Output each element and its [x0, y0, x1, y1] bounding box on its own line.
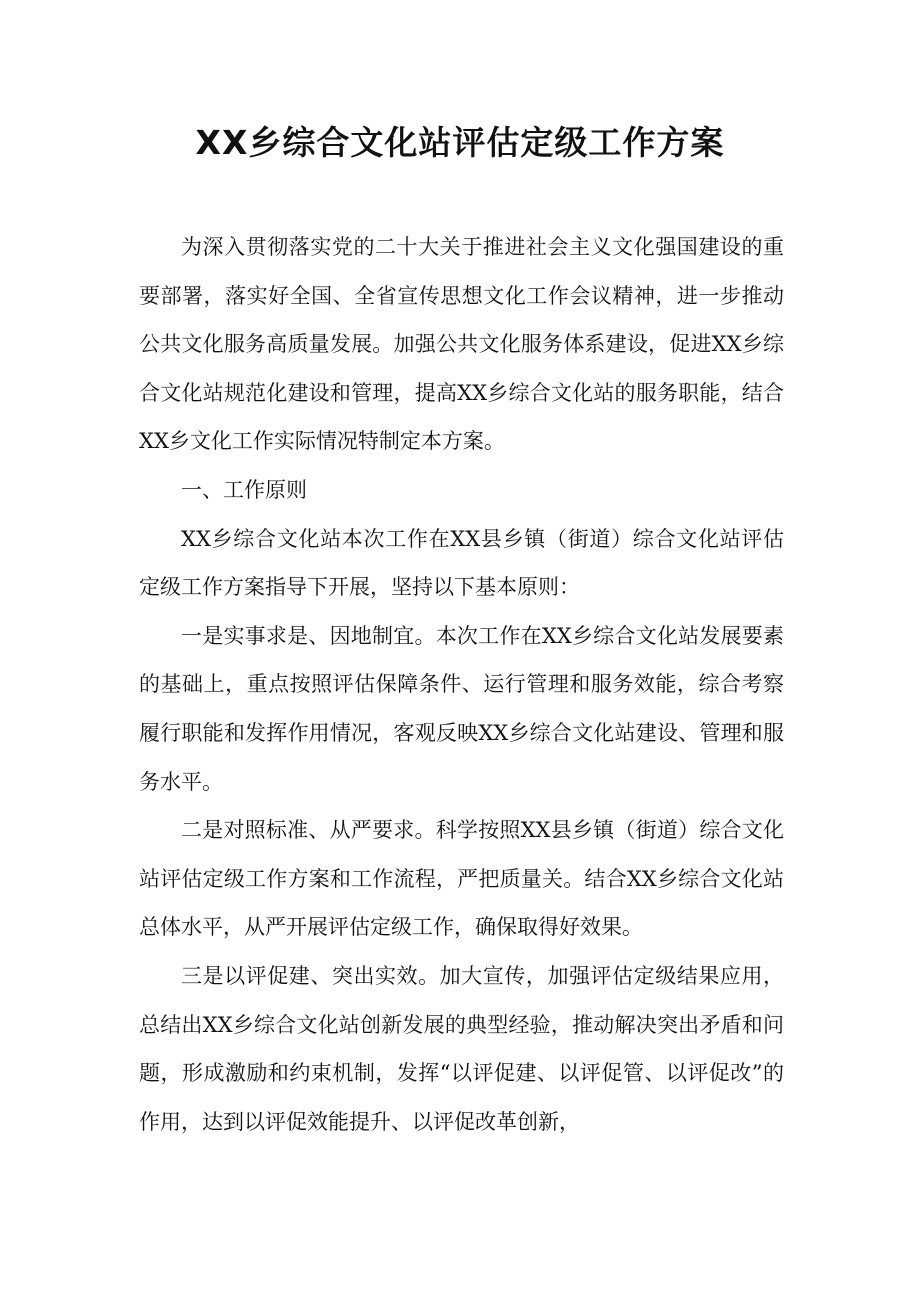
document-title: XX乡综合文化站评估定级工作方案	[195, 123, 725, 162]
paragraph-intro: 为深入贯彻落实党的二十大关于推进社会主义文化强国建设的重要部署，落实好全国、全省宣传思想文化工作会议精神，进一步推动公共文化服务高质量发展。加强公共文化服务体系建设，促进XX乡综合文化站规范化建设和管理，提高XX乡综合文化站的服务职能，结合XX乡文化工作实际情况特制定本方案。	[139, 235, 784, 454]
paragraph-principles-intro: XX乡综合文化站本次工作在XX县乡镇（街道）综合文化站评估定级工作方案指导下开展，坚持以下基本原则：	[139, 526, 784, 600]
document-body	[139, 223, 784, 1146]
section-heading-work-principles: 一、工作原则	[181, 477, 307, 502]
paragraph-principle-three: 三是以评促建、突出实效。加大宣传，加强评估定级结果应用，总结出XX乡综合文化站创新发展的典型经验，推动解决突出矛盾和问题，形成激励和约束机制，发挥“以评促建、以评促管、以评促改”的作用，达到以评促效能提升、以评促改革创新，	[139, 963, 784, 1134]
paragraph-principle-one: 一是实事求是、因地制宜。本次工作在XX乡综合文化站发展要素的基础上，重点按照评估保障条件、运行管理和服务效能，综合考察履行职能和发挥作用情况，客观反映XX乡综合文化站建设、管理和服务水平。	[139, 623, 784, 794]
paragraph-principle-two: 二是对照标准、从严要求。科学按照XX县乡镇（街道）综合文化站评估定级工作方案和工作流程，严把质量关。结合XX乡综合文化站总体水平，从严开展评估定级工作，确保取得好效果。	[139, 818, 784, 940]
